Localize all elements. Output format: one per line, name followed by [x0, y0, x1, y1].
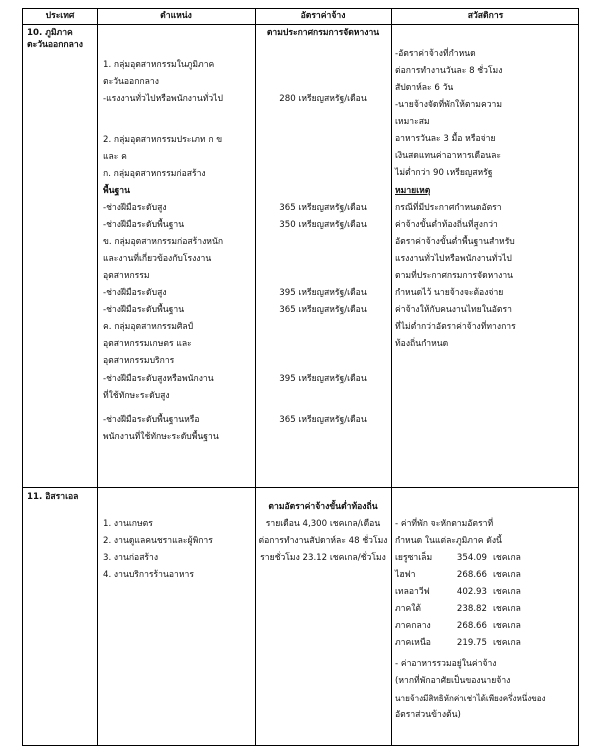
header-country: ประเทศ	[45, 11, 75, 21]
position-line: 2. กลุ่มอุตสาหกรรมประเภท ก ข	[103, 135, 223, 145]
note-line: กำหนดไว้ นายจ้างจะต้องจ่าย	[395, 288, 504, 298]
note-line: ท้องถิ่นกำหนด	[395, 339, 449, 349]
wage-value: 365 เหรียญสหรัฐ/เดือน	[279, 203, 367, 213]
wage-value: 350 เหรียญสหรัฐ/เดือน	[279, 220, 367, 230]
position-line: -ช่างฝีมือระดับพื้นฐาน	[103, 220, 185, 230]
position-line: อุตสาหกรรม	[103, 271, 150, 281]
position-line: พื้นฐาน	[103, 186, 130, 196]
position-line: ก. กลุ่มอุตสาหกรรมก่อสร้าง	[103, 169, 206, 179]
note-line: ค่าจ้างให้กับคนงานไทยในอัตรา	[395, 305, 512, 315]
position-line: -แรงงานทั่วไปหรือพนักงานทั่วไป	[103, 94, 223, 104]
welfare-line: - ค่าอาหารรวมอยู่ในค่าจ้าง	[395, 659, 497, 669]
position-line: พนักงานที่ใช้ทักษะระดับพื้นฐาน	[103, 432, 219, 442]
welfare-line: กำหนด ในแต่ละภูมิภาค ดังนี้	[395, 536, 502, 546]
welfare-line: เงินสดแทนค่าอาหารเดือนละ	[395, 151, 502, 161]
position-line: 4. งานบริการร้านอาหาร	[103, 570, 194, 580]
position-line: 1. งานเกษตร	[103, 519, 153, 529]
region-unit: เชคเกล	[493, 553, 521, 563]
header-welfare: สวัสดิการ	[467, 11, 504, 21]
region-amount: 268.66	[456, 621, 487, 631]
region-name: ภาคเหนือ	[395, 638, 431, 648]
region-unit: เชคเกล	[493, 587, 521, 597]
position-line: อุตสาหกรรมบริการ	[103, 356, 175, 366]
region-unit: เชคเกล	[493, 638, 521, 648]
region-amount: 354.09	[456, 553, 487, 563]
wage-heading: ตามประกาศกรมการจัดหางาน	[266, 28, 380, 38]
note-line: ตามที่ประกาศกรมการจัดหางาน	[395, 271, 514, 281]
position-line: 2. งานดูแลคนชราและผู้พิการ	[103, 536, 213, 546]
position-line: -ช่างฝีมือระดับพื้นฐาน	[103, 305, 185, 315]
region-name: เยรูซาเล็ม	[395, 553, 433, 563]
position-line: -ช่างฝีมือระดับสูง	[103, 288, 167, 298]
wage-value: 280 เหรียญสหรัฐ/เดือน	[279, 94, 367, 104]
wage-line: ต่อการทำงานสัปดาห์ละ 48 ชั่วโมง	[258, 536, 388, 546]
position-line: และ ค	[103, 152, 127, 162]
welfare-line: - ค่าที่พัก จะหักตามอัตราที่	[395, 519, 494, 529]
region-name: ไฮฟา	[395, 570, 416, 580]
welfare-line: ไม่ต่ำกว่า 90 เหรียญสหรัฐ	[395, 168, 493, 178]
position-line: -ช่างฝีมือระดับพื้นฐานหรือ	[103, 415, 200, 425]
note-line: อัตราค่าจ้างขั้นต่ำพื้นฐานสำหรับ	[395, 237, 515, 247]
welfare-line: -นายจ้างจัดที่พักให้ตามความ	[395, 100, 503, 110]
wage-value: 395 เหรียญสหรัฐ/เดือน	[279, 374, 367, 384]
region-amount: 268.66	[456, 570, 487, 580]
header-position: ตำแหน่ง	[160, 11, 192, 21]
row-divider	[23, 487, 578, 488]
region-unit: เชคเกล	[493, 570, 521, 580]
note-line: กรณีที่มีประกาศกำหนดอัตรา	[395, 203, 502, 213]
header-wage: อัตราค่าจ้าง	[300, 11, 346, 21]
region-unit: เชคเกล	[493, 621, 521, 631]
header-divider	[23, 24, 578, 25]
position-line: ข. กลุ่มอุตสาหกรรมก่อสร้างหนัก	[103, 237, 224, 247]
country-name: 10. ภูมิภาค	[27, 28, 73, 38]
region-amount: 402.93	[456, 587, 487, 597]
region-amount: 219.75	[456, 638, 487, 648]
column-divider	[391, 9, 392, 745]
wage-heading: ตามอัตราค่าจ้างขั้นต่ำท้องถิ่น	[268, 502, 378, 512]
position-line: ค. กลุ่มอุตสาหกรรมศิลป์	[103, 322, 194, 332]
employment-terms-table	[22, 8, 579, 746]
welfare-line: ต่อการทำงานวันละ 8 ชั่วโมง	[395, 66, 503, 76]
position-line: -ช่างฝีมือระดับสูง	[103, 203, 167, 213]
welfare-line: เหมาะสม	[395, 117, 430, 127]
region-name: ภาคใต้	[395, 604, 422, 614]
country-name: 11. อิสราเอล	[27, 492, 79, 502]
country-name: ตะวันออกกลาง	[27, 40, 83, 50]
note-line: แรงงานทั่วไปหรือพนักงานทั่วไป	[395, 254, 512, 264]
welfare-line: นายจ้างมีสิทธิหักค่าเช่าได้เพียงครึ่งหนึ่งของ	[395, 693, 546, 703]
wage-value: 365 เหรียญสหรัฐ/เดือน	[279, 415, 367, 425]
position-line: และงานที่เกี่ยวข้องกับโรงงาน	[103, 254, 212, 264]
position-line: อุตสาหกรรมเกษตร และ	[103, 339, 192, 349]
column-divider	[97, 9, 98, 745]
note-line: ค่าจ้างขั้นต่ำท้องถิ่นที่สูงกว่า	[395, 220, 498, 230]
welfare-line: สัปดาห์ละ 6 วัน	[395, 83, 454, 93]
welfare-line: -อัตราค่าจ้างที่กำหนด	[395, 49, 476, 59]
wage-value: 395 เหรียญสหรัฐ/เดือน	[279, 288, 367, 298]
wage-line: รายชั่วโมง 23.12 เชคเกล/ชั่วโมง	[260, 553, 386, 563]
welfare-line: อาหารวันละ 3 มื้อ หรือจ่าย	[395, 134, 496, 144]
welfare-line: อัตราส่วนข้างต้น)	[395, 710, 461, 720]
position-line: 3. งานก่อสร้าง	[103, 553, 159, 563]
welfare-line: (หากที่พักอาศัยเป็นของนายจ้าง	[395, 676, 511, 686]
note-line: ที่ไม่ต่ำกว่าอัตราค่าจ้างที่ทางการ	[395, 322, 516, 332]
region-unit: เชคเกล	[493, 604, 521, 614]
wage-value: 365 เหรียญสหรัฐ/เดือน	[279, 305, 367, 315]
position-line: ตะวันออกกลาง	[103, 77, 159, 87]
region-name: เทลอาวีฟ	[395, 587, 430, 597]
position-line: ที่ใช้ทักษะระดับสูง	[103, 391, 170, 401]
position-line: 1. กลุ่มอุตสาหกรรมในภูมิภาค	[103, 60, 215, 70]
note-title: หมายเหตุ	[395, 186, 431, 196]
wage-line: รายเดือน 4,300 เชคเกล/เดือน	[265, 519, 381, 529]
position-line: -ช่างฝีมือระดับสูงหรือพนักงาน	[103, 374, 214, 384]
region-name: ภาคกลาง	[395, 621, 431, 631]
region-amount: 238.82	[456, 604, 487, 614]
